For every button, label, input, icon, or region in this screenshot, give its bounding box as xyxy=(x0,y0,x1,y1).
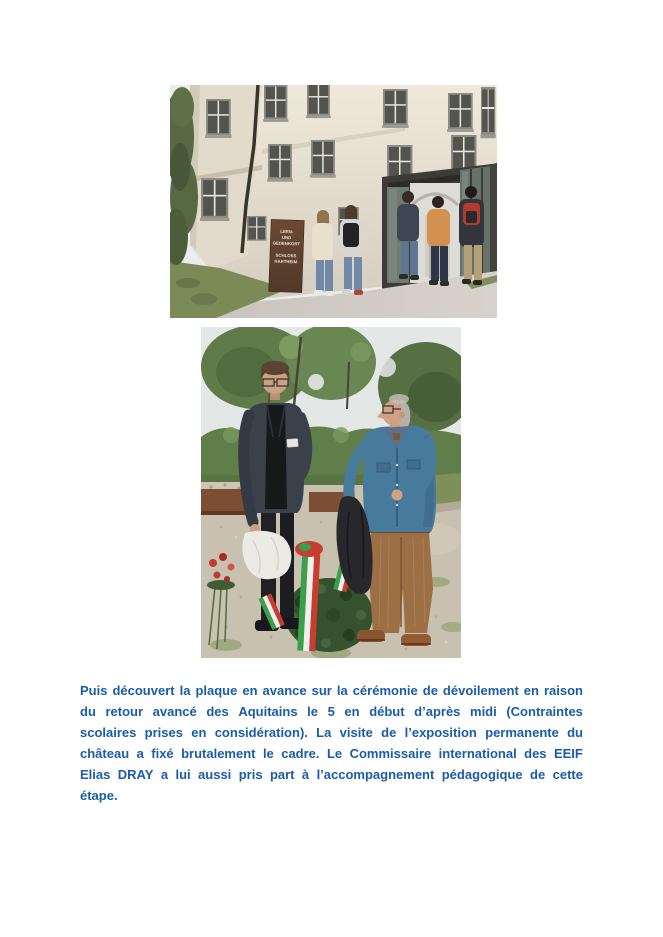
body-paragraph xyxy=(80,680,583,806)
photo-castle-entrance xyxy=(170,85,497,318)
paragraph-line: Elias DRAY a lui aussi pris part à l’accompagnement pédagogique de cette xyxy=(80,767,583,782)
paragraph-line: château a fixé brutalement le cadre. Le Commissaire international des EEIF xyxy=(80,746,583,761)
paragraph-line: étape. xyxy=(80,788,118,803)
paragraph-line: du retour avancé des Aquitains le 5 en début d’après midi (Contraintes xyxy=(80,704,583,719)
photo-two-men-wreath xyxy=(201,327,461,658)
sign-line-3: GEDENKORT xyxy=(272,240,301,247)
memorial-sign xyxy=(269,219,304,292)
sign-line-1: LERN- xyxy=(280,228,294,235)
paragraph-line: Puis découvert la plaque en avance sur la cérémonie de dévoilement en raison xyxy=(80,683,583,698)
paragraph-line: scolaires prises en considération). La visite de l’exposition permanente du xyxy=(80,725,583,740)
sign-line-5: HARTHEIM xyxy=(274,258,298,265)
two-men-illustration xyxy=(201,327,461,658)
castle-entrance-illustration xyxy=(170,85,497,318)
sign-line-2: UND xyxy=(281,234,292,241)
name-tag xyxy=(287,439,299,448)
sign-line-4: SCHLOSS xyxy=(275,252,297,259)
